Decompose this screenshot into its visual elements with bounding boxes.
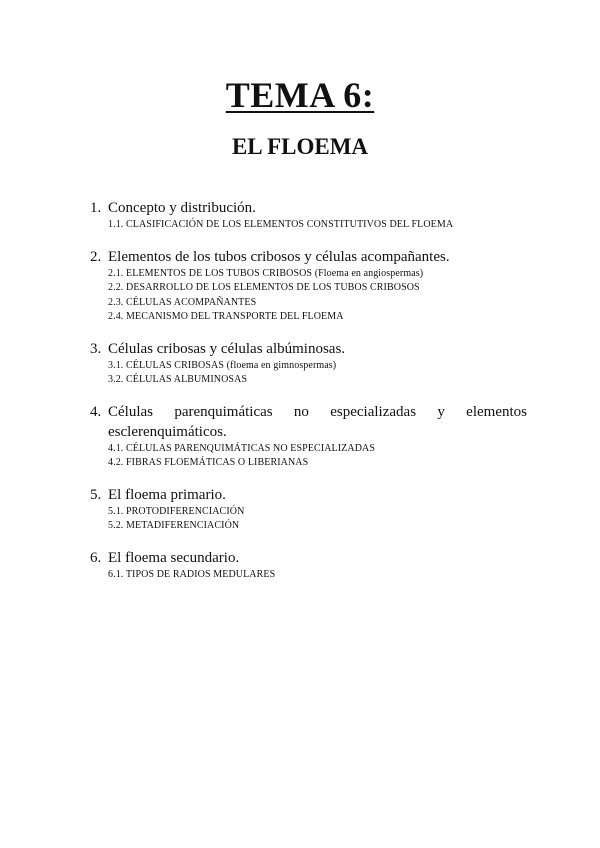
subsection-label: 2.1. ELEMENTOS DE LOS TUBOS CRIBOSOS [108,267,313,279]
section-title: Concepto y distribución. [108,200,256,216]
subsection-label: 5.1. PROTODIFERENCIACIÓN [108,505,245,517]
section-number: 4. [90,403,102,420]
section-number: 6. [90,549,102,566]
subsection-note: (Floema en angiospermas) [314,267,424,279]
page-title [0,74,600,116]
subsection-label: 2.2. DESARROLLO DE LOS ELEMENTOS DE LOS TUBOS CRIBOSOS [108,282,420,293]
section-title: Elementos de los tubos cribosos y células acompañantes. [108,248,450,265]
section-title: El floema primario. [108,486,226,503]
toc-section [90,247,527,325]
subsection-label: 4.1. CÉLULAS PARENQUIMÁTICAS NO ESPECIALIZADAS [108,442,376,454]
subsection-item [108,218,527,233]
section-heading [90,198,527,218]
subsection-label: 5.2. METADIFERENCIACIÓN [108,520,240,531]
section-heading [90,548,527,568]
subsection-label: 3.1. CÉLULAS CRIBOSAS [108,359,225,371]
subsection-label: 4.2. FIBRAS FLOEMÁTICAS O LIBERIANAS [108,457,309,468]
section-title: El floema secundario. [108,549,240,566]
subsection-label: 2.3. CÉLULAS ACOMPAÑANTES [108,296,257,308]
subsection-item [108,359,527,374]
subsection-item [108,505,527,520]
subsection-item [108,373,527,388]
page-subtitle: EL FLOEMA [231,134,369,159]
subsection-label: 1.1. CLASIFICACIÓN DE LOS ELEMENTOS CONSTITUTIVOS DEL FLOEMA [108,219,454,230]
section-heading [90,485,527,505]
subsection-item [108,310,527,325]
section-heading [90,247,527,267]
section-title: Células cribosas y células albúminosas. [108,340,346,357]
toc-section [90,548,527,583]
toc-section [90,402,527,471]
section-heading [90,339,527,359]
subsection-note: (floema en gimnospermas) [226,359,337,371]
toc-section [90,198,527,233]
section-number: 5. [90,486,102,503]
section-title: Células parenquimáticas no especializadas y elementos esclerenquimáticos. [108,403,527,440]
section-number: 1. [90,200,102,216]
section-number: 3. [90,340,102,357]
toc-section [90,485,527,534]
subsection-item [108,568,527,583]
toc-section [90,339,527,388]
subsection-item [108,281,527,296]
subsection-item [108,296,527,311]
subsection-item [108,456,527,471]
subsection-item [108,442,527,457]
table-of-contents [90,198,527,596]
subsection-item [108,519,527,534]
subsection-item [108,267,527,282]
section-heading [90,402,527,442]
subsection-label: 6.1. TIPOS DE RADIOS MEDULARES [108,568,276,580]
section-number: 2. [90,248,102,265]
subsection-label: 2.4. MECANISMO DEL TRANSPORTE DEL FLOEMA [108,311,344,322]
subsection-label: 3.2. CÉLULAS ALBUMINOSAS [108,374,248,385]
title-text: TEMA 6: [225,75,375,115]
